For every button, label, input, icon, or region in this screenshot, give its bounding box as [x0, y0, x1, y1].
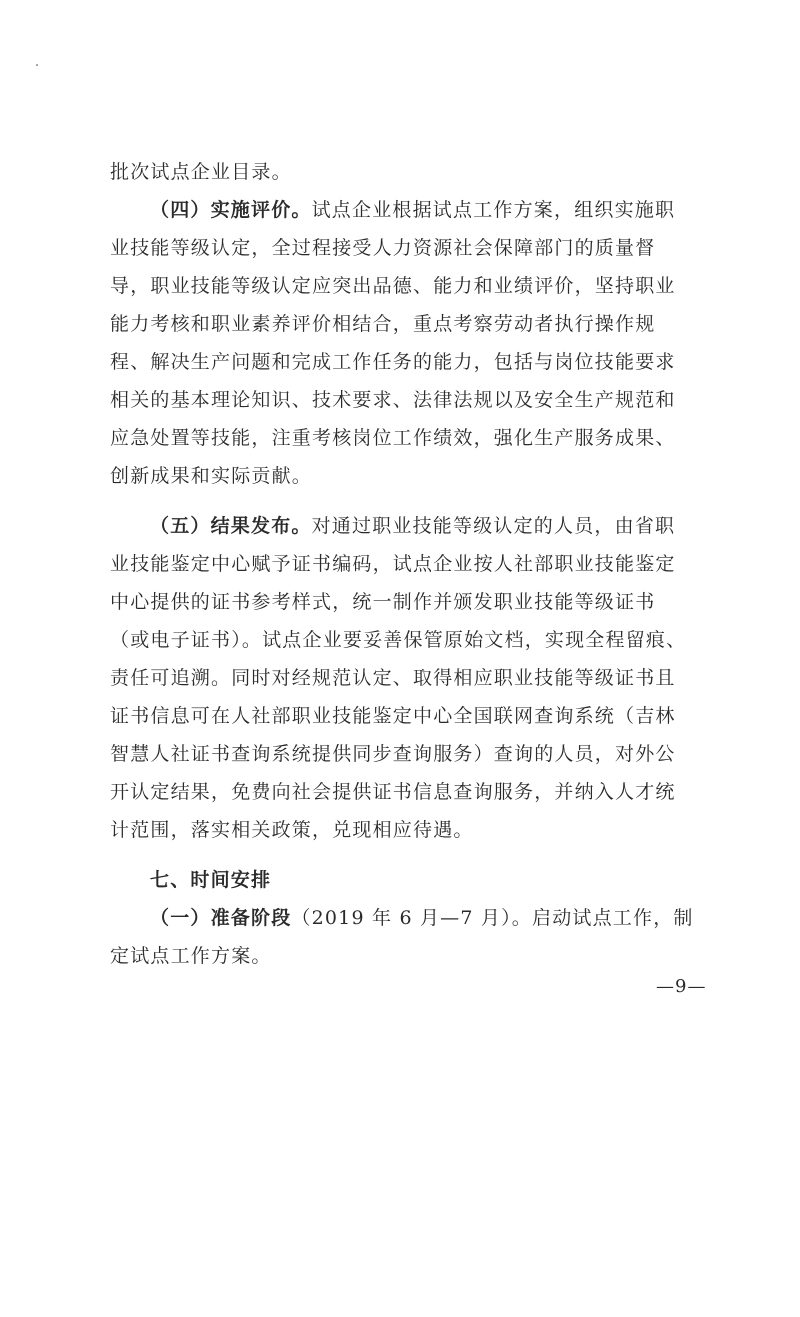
paragraph-4-heading: （四）实施评价。	[150, 199, 312, 221]
text-line: 定试点工作方案。	[110, 945, 272, 967]
stage-1-text: （2019 年 6 月—7 月）。启动试点工作，制	[291, 907, 694, 929]
paragraph-5-heading: （五）结果发布。	[150, 515, 312, 537]
text-line: 相关的基本理论知识、技术要求、法律法规以及安全生产规范和	[110, 389, 676, 411]
page-number: —9—	[656, 976, 707, 997]
text-line: 能力考核和职业素养评价相结合，重点考察劳动者执行操作规	[110, 313, 656, 335]
text-line: 业技能鉴定中心赋予证书编码，试点企业按人社部职业技能鉴定	[110, 553, 676, 575]
paragraph-5-text: 对通过职业技能等级认定的人员，由省职	[311, 515, 676, 537]
text-line: 智慧人社证书查询系统提供同步查询服务）查询的人员，对外公	[110, 743, 676, 765]
stage-1-heading: （一）准备阶段	[150, 907, 292, 929]
text-line: 责任可追溯。同时对经规范认定、取得相应职业技能等级证书且	[110, 667, 676, 689]
text-line: 业技能等级认定，全过程接受人力资源社会保障部门的质量督	[110, 237, 656, 259]
paragraph-5-first-line	[150, 514, 710, 538]
text-line: 中心提供的证书参考样式，统一制作并颁发职业技能等级证书	[110, 591, 656, 613]
text-line: 证书信息可在人社部职业技能鉴定中心全国联网查询系统（吉林	[110, 705, 676, 727]
section-7-heading: 七、时间安排	[150, 869, 272, 891]
text-line: 应急处置等技能，注重考核岗位工作绩效，强化生产服务成果、	[110, 427, 676, 449]
text-line: 导，职业技能等级认定应突出品德、能力和业绩评价，坚持职业	[110, 275, 676, 297]
text-line: 计范围，落实相关政策，兑现相应待遇。	[110, 819, 474, 841]
text-line: 批次试点企业目录。	[110, 161, 292, 183]
text-line: 程、解决生产问题和完成工作任务的能力，包括与岗位技能要求	[110, 351, 676, 373]
text-line: 创新成果和实际贡献。	[110, 465, 313, 487]
stage-1-first-line	[150, 906, 710, 930]
scan-speck	[36, 64, 38, 66]
text-line: （或电子证书）。试点企业要妥善保管原始文档，实现全程留痕、	[110, 629, 687, 651]
paragraph-4-text: 试点企业根据试点工作方案，组织实施职	[311, 199, 676, 221]
text-line: 开认定结果，免费向社会提供证书信息查询服务，并纳入人才统	[110, 781, 676, 803]
paragraph-4-first-line	[150, 198, 710, 222]
